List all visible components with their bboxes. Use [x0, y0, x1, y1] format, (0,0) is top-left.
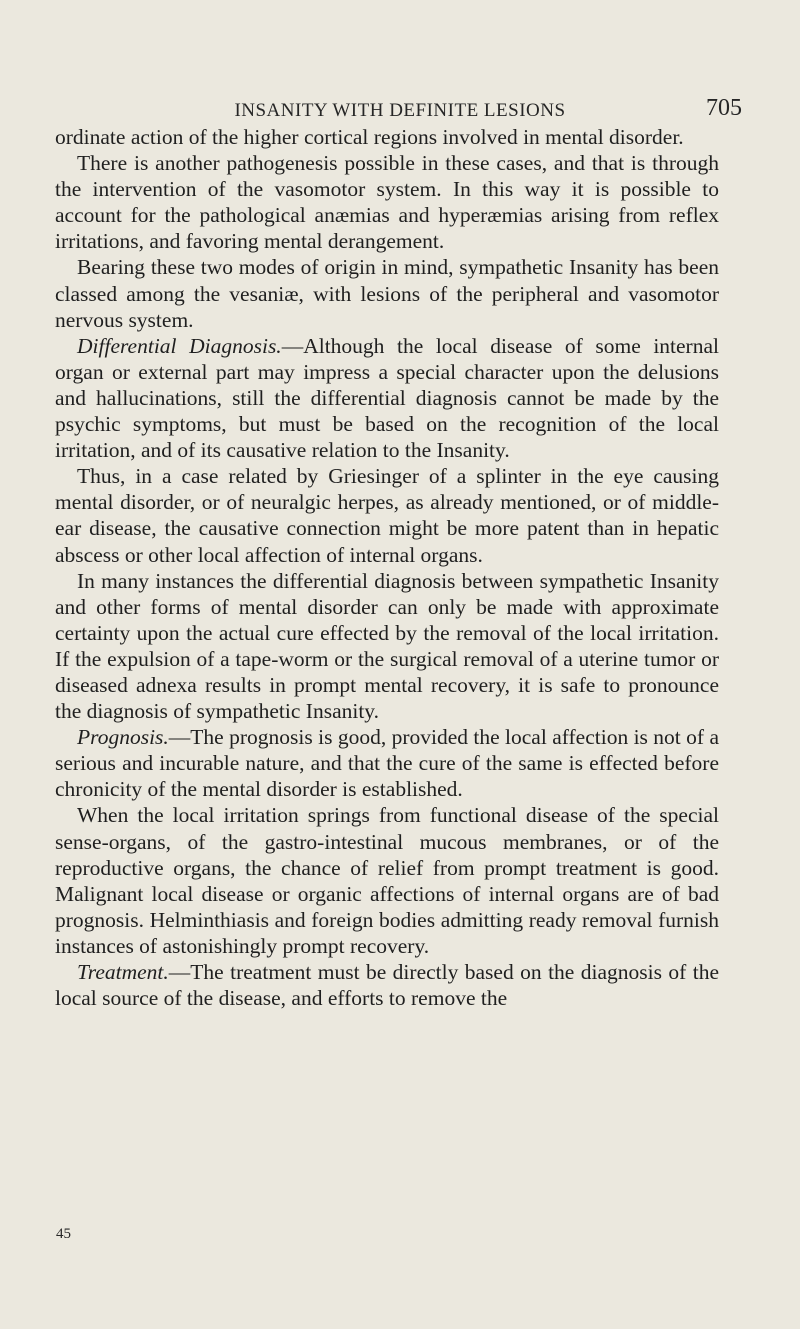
paragraph-text: —The treatment must be directly based on the diagnosis of the local source of the disease, and efforts to remove the — [55, 960, 719, 1011]
paragraph-text: Thus, in a case related by Griesinger of a splinter in the eye causing mental disorder, or of neuralgic herpes, as already mentioned, or of middle-ear disease, the causative connection might be more patent than in hepatic abscess or other local affection of internal organs. — [55, 464, 719, 567]
paragraph — [55, 568, 719, 725]
page-number: 705 — [706, 95, 742, 121]
paragraph — [55, 802, 719, 959]
paragraph-text: —The prognosis is good, provided the local affection is not of a serious and incurable nature, and that the cure of the same is effected before chronicity of the mental disorder is established. — [55, 725, 719, 802]
section-heading-prognosis: Prognosis. — [77, 725, 169, 750]
paragraph-text: —Although the local disease of some internal organ or external part may impress a special character upon the delusions and hallucinations, still the differential diagnosis cannot be made by the psychic symptoms, but must be based on the recognition of the local irritation, and of its causative relation to the Insanity. — [55, 333, 719, 463]
body-text — [55, 124, 719, 1011]
paragraph — [55, 124, 719, 150]
section-heading-treatment: Treatment. — [77, 960, 169, 984]
paragraph — [55, 254, 719, 332]
paragraph — [55, 150, 719, 254]
paragraph — [55, 463, 719, 567]
running-title: INSANITY WITH DEFINITE LESIONS — [234, 100, 566, 121]
paragraph-treatment — [55, 959, 719, 1011]
section-heading-differential-diagnosis: Differential Diagnosis. — [77, 333, 282, 358]
paragraph-text: There is another pathogenesis possible in these cases, and that is through the intervention of the vasomotor system. In this way it is possible to account for the pathological anæmias and hyperæmias arising from reflex irritations, and favoring mental derangement. — [55, 151, 719, 254]
signature-mark: 45 — [56, 1226, 71, 1242]
paragraph-text: When the local irritation springs from functional disease of the special sense-organs, of the gastro-intestinal mucous membranes, or of the reproductive organs, the chance of relief from prompt treatment is good. Malignant local disease or organic affections of internal organs are of bad prognosis. Helminthiasis and foreign bodies admitting ready removal furnish instances of astonishingly prompt recovery. — [55, 803, 719, 958]
paragraph-differential-diagnosis — [55, 333, 719, 463]
paragraph-text: In many instances the differential diagnosis between sympathetic Insanity and other forms of mental disorder can only be made with approximate certainty upon the actual cure effected by the removal of the local irritation. If the expulsion of a tape-worm or the surgical removal of a uterine tumor or diseased adnexa results in prompt mental recovery, it is safe to pronounce the diagnosis of sympathetic Insanity. — [55, 568, 719, 724]
paragraph-text: Bearing these two modes of origin in mind, sympathetic Insanity has been classed among the vesaniæ, with lesions of the peripheral and vasomotor nervous system. — [55, 255, 719, 332]
paragraph-text: ordinate action of the higher cortical regions involved in mental disorder. — [55, 125, 684, 149]
paragraph-prognosis — [55, 724, 719, 802]
